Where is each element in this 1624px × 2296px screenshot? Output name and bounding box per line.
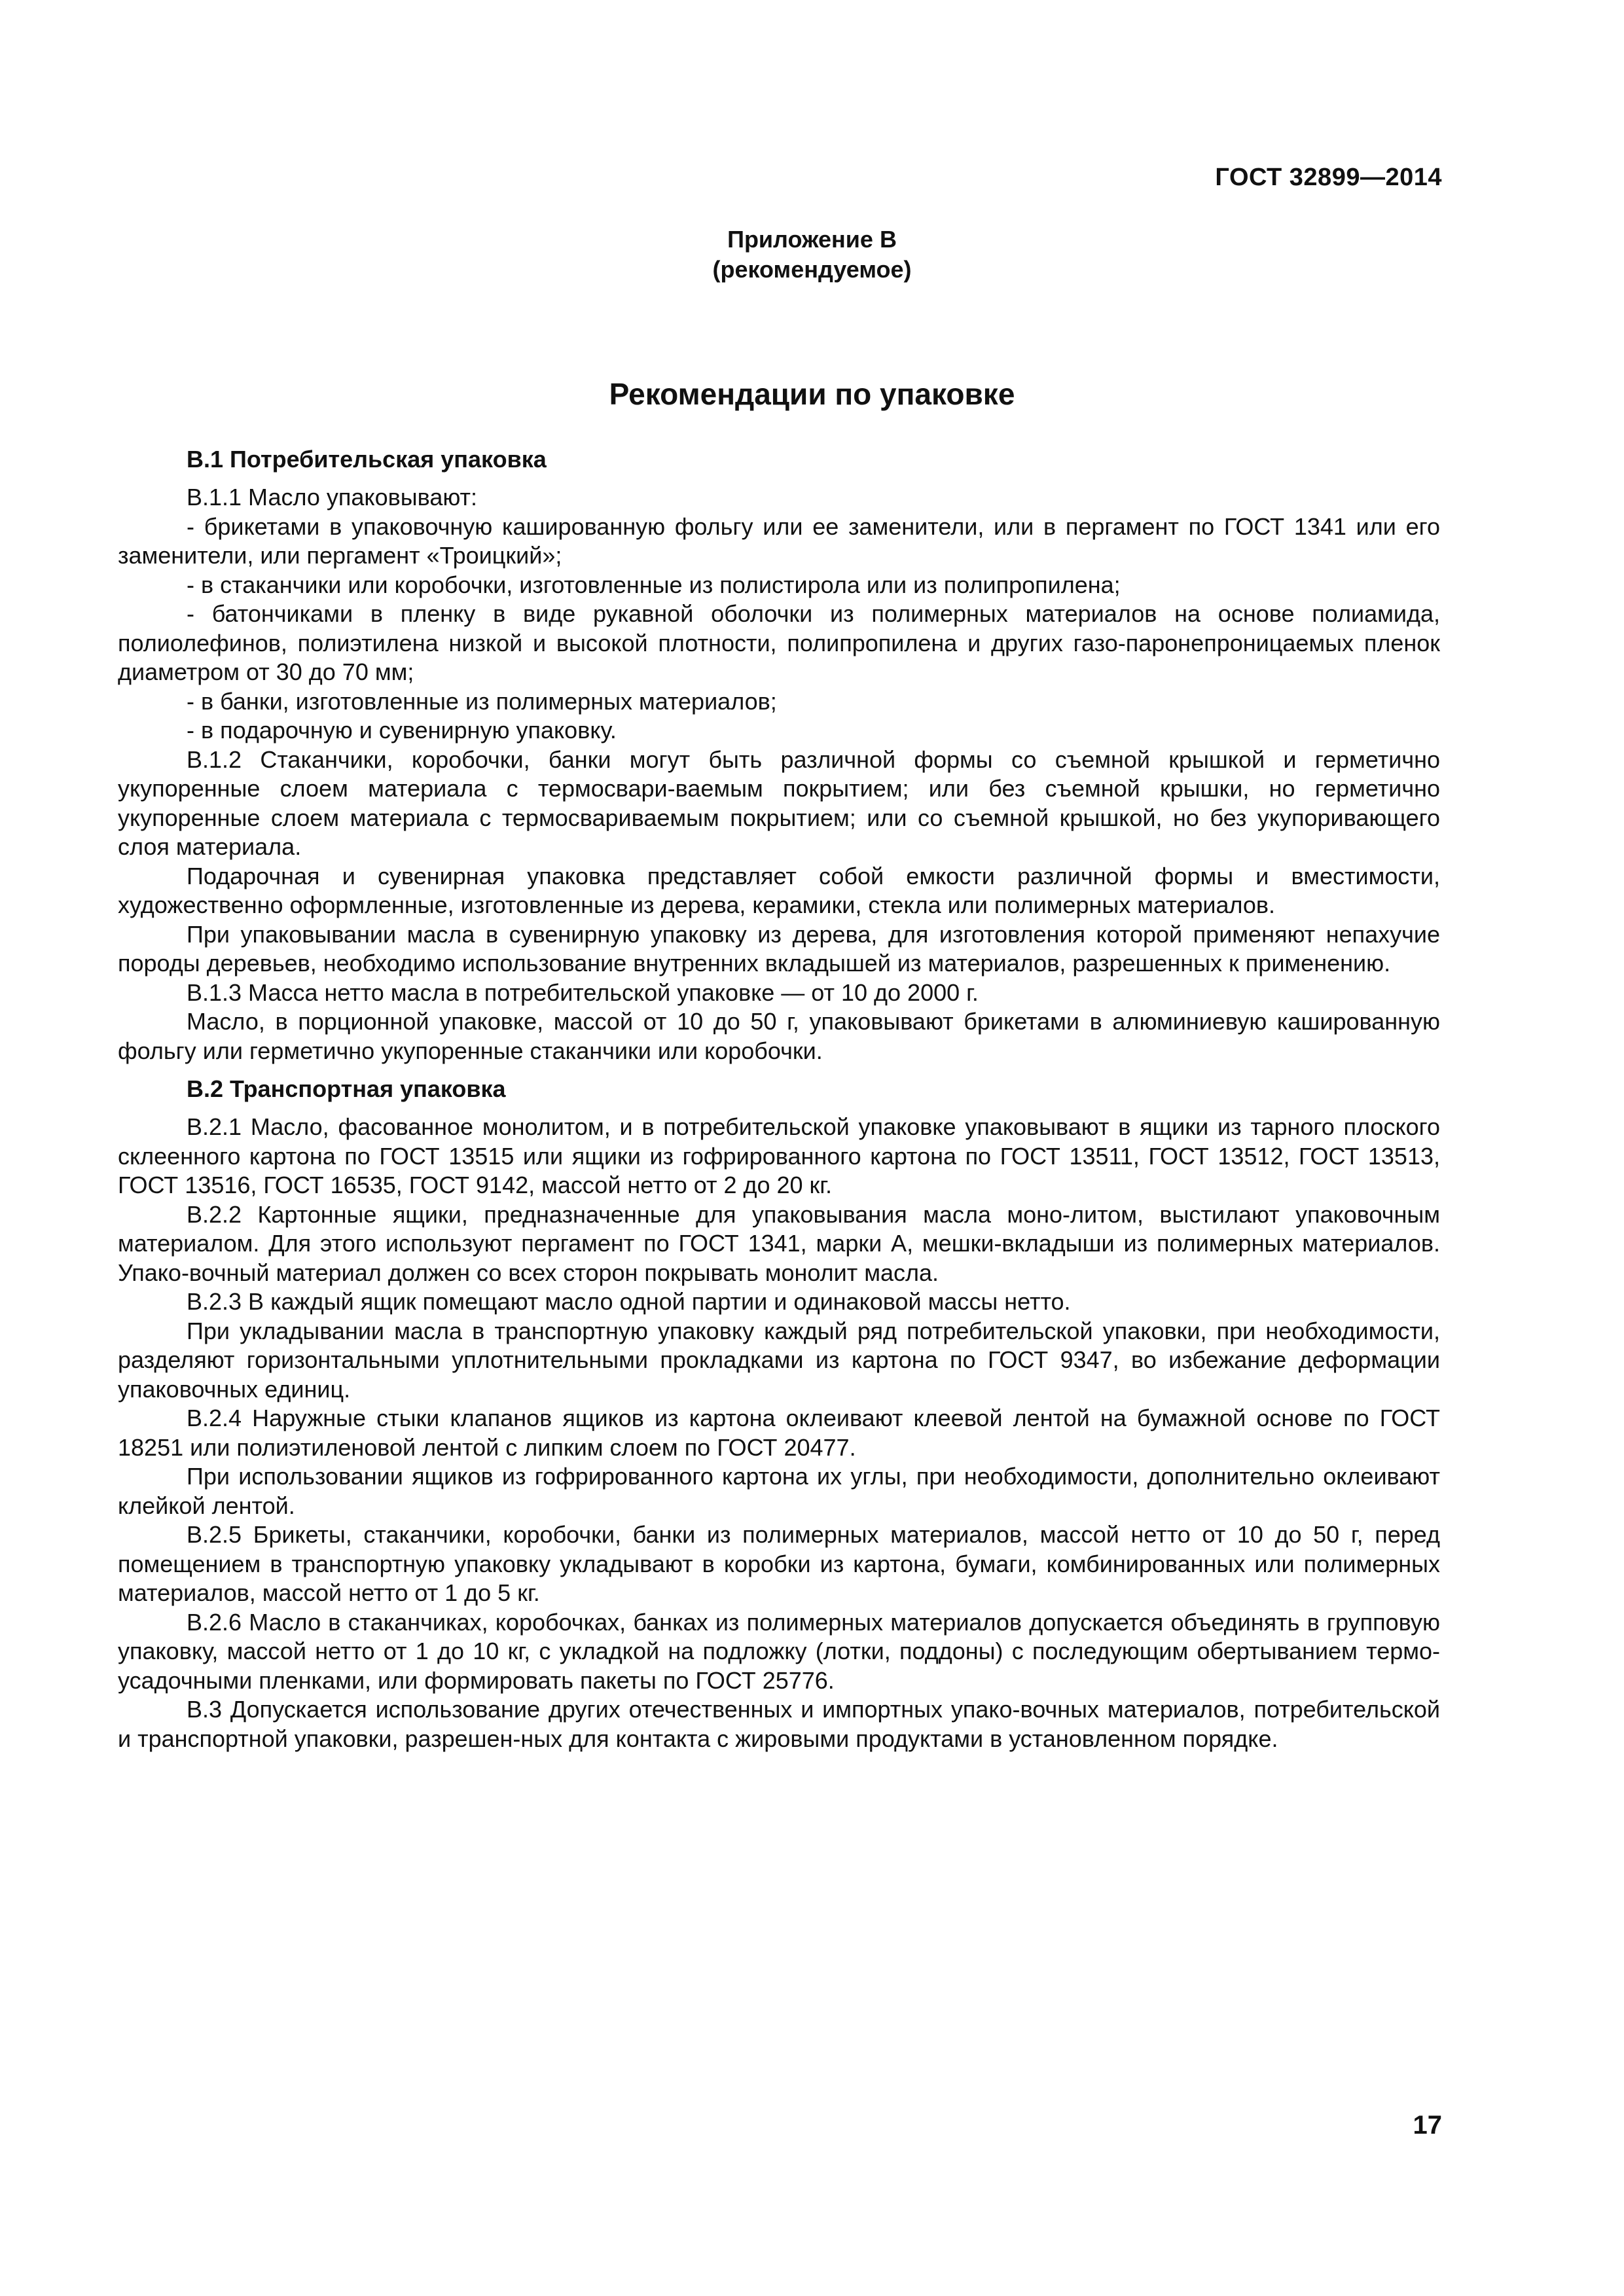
paragraph: При использовании ящиков из гофрированного картона их углы, при необходимости, дополнительно оклеивают клейкой лентой. bbox=[118, 1463, 1440, 1519]
appendix-label: Приложение В bbox=[727, 226, 897, 253]
page-number: 17 bbox=[1413, 2111, 1442, 2140]
section-heading-b1: В.1 Потребительская упаковка bbox=[187, 446, 547, 473]
section-heading-b2: В.2 Транспортная упаковка bbox=[187, 1075, 506, 1102]
paragraph: В.1.1 Масло упаковывают: bbox=[187, 484, 478, 511]
paragraph: - батончиками в пленку в виде рукавной оболочки из полимерных материалов на основе полиамида, полиолефинов, полиэтилена низкой и высокой плотности, полипропилена и других газо-паронепроницаемых пленок диаметром от 30 до 70 мм; bbox=[118, 600, 1440, 685]
paragraph: В.1.2 Стаканчики, коробочки, банки могут быть различной формы со съемной крышкой и герметично укупоренные слоем материала с термосвари-ваемым покрытием; или без съемной крышки, но герметично укупоренные слоем материала с термосвариваемым покрытием; или со съемной крышкой, но без укупоривающего слоя материала. bbox=[118, 745, 1440, 860]
paragraph: Масло, в порционной упаковке, массой от 10 до 50 г, упаковывают брикетами в алюминиевую кашированную фольгу или герметично укупоренные стаканчики или коробочки. bbox=[118, 1008, 1440, 1064]
paragraph: - в стаканчики или коробочки, изготовленные из полистирола или из полипропилена; bbox=[187, 571, 1121, 598]
paragraph: При упаковывании масла в сувенирную упаковку из дерева, для изготовления которой применяют непахучие породы деревьев, необходимо использование внутренних вкладышей из материалов, разрешенных к применению. bbox=[118, 920, 1440, 977]
paragraph: При укладывании масла в транспортную упаковку каждый ряд потребительской упаковки, при необходимости, разделяют горизонтальными уплотнительными прокладками из картона по ГОСТ 9347, во избежание деформации упаковочных единиц. bbox=[118, 1317, 1440, 1403]
paragraph: В.1.3 Масса нетто масла в потребительской упаковке — от 10 до 2000 г. bbox=[187, 978, 979, 1006]
paragraph: - брикетами в упаковочную кашированную фольгу или ее заменители, или в пергамент по ГОСТ 1341 или его заменители, или пергамент «Троицкий»; bbox=[118, 512, 1440, 569]
page-title: Рекомендации по упаковке bbox=[609, 377, 1015, 411]
paragraph: В.2.5 Брикеты, стаканчики, коробочки, банки из полимерных материалов, массой нетто от 10 до 50 г, перед помещением в транспортную упаковку укладывают в коробки из картона, бумаги, комбинированных или полимерных материалов, массой нетто от 1 до 5 кг. bbox=[118, 1521, 1440, 1606]
document-body bbox=[118, 445, 1440, 1753]
paragraph: В.2.4 Наружные стыки клапанов ящиков из картона оклеивают клеевой лентой на бумажной основе по ГОСТ 18251 или полиэтиленовой лентой с липким слоем по ГОСТ 20477. bbox=[118, 1405, 1440, 1461]
paragraph: - в подарочную и сувенирную упаковку. bbox=[187, 717, 617, 744]
appendix-heading bbox=[0, 224, 1624, 285]
paragraph: В.2.1 Масло, фасованное монолитом, и в потребительской упаковке упаковывают в ящики из тарного плоского склеенного картона по ГОСТ 13515 или ящики из гофрированного картона по ГОСТ 13511, ГОСТ 13512, ГОСТ 13513, ГОСТ 13516, ГОСТ 16535, ГОСТ 9142, массой нетто от 2 до 20 кг. bbox=[118, 1113, 1440, 1198]
paragraph: В.2.3 В каждый ящик помещают масло одной партии и одинаковой массы нетто. bbox=[187, 1288, 1071, 1315]
appendix-status: (рекомендуемое) bbox=[712, 256, 912, 283]
paragraph: В.2.6 Масло в стаканчиках, коробочках, банках из полимерных материалов допускается объединять в групповую упаковку, массой нетто от 1 до 10 кг, с укладкой на подложку (лотки, поддоны) с последующим обертыванием термо-усадочными пленками, или формировать пакеты по ГОСТ 25776. bbox=[118, 1608, 1440, 1694]
document-code: ГОСТ 32899—2014 bbox=[1215, 164, 1442, 191]
paragraph: В.2.2 Картонные ящики, предназначенные для упаковывания масла моно-литом, выстилают упаковочным материалом. Для этого используют пергамент по ГОСТ 1341, марки А, мешки-вкладыши из полимерных материалов. Упако-вочный материал должен со всех сторон покрывать монолит масла. bbox=[118, 1200, 1440, 1286]
paragraph: - в банки, изготовленные из полимерных материалов; bbox=[187, 687, 777, 715]
paragraph: В.3 Допускается использование других отечественных и импортных упако-вочных материалов, потребительской и транспортной упаковки, разрешен-ных для контакта с жировыми продуктами в установленном порядке. bbox=[118, 1696, 1440, 1752]
paragraph: Подарочная и сувенирная упаковка представляет собой емкости различной формы и вместимости, художественно оформленные, изготовленные из дерева, керамики, стекла или полимерных материалов. bbox=[118, 862, 1440, 918]
